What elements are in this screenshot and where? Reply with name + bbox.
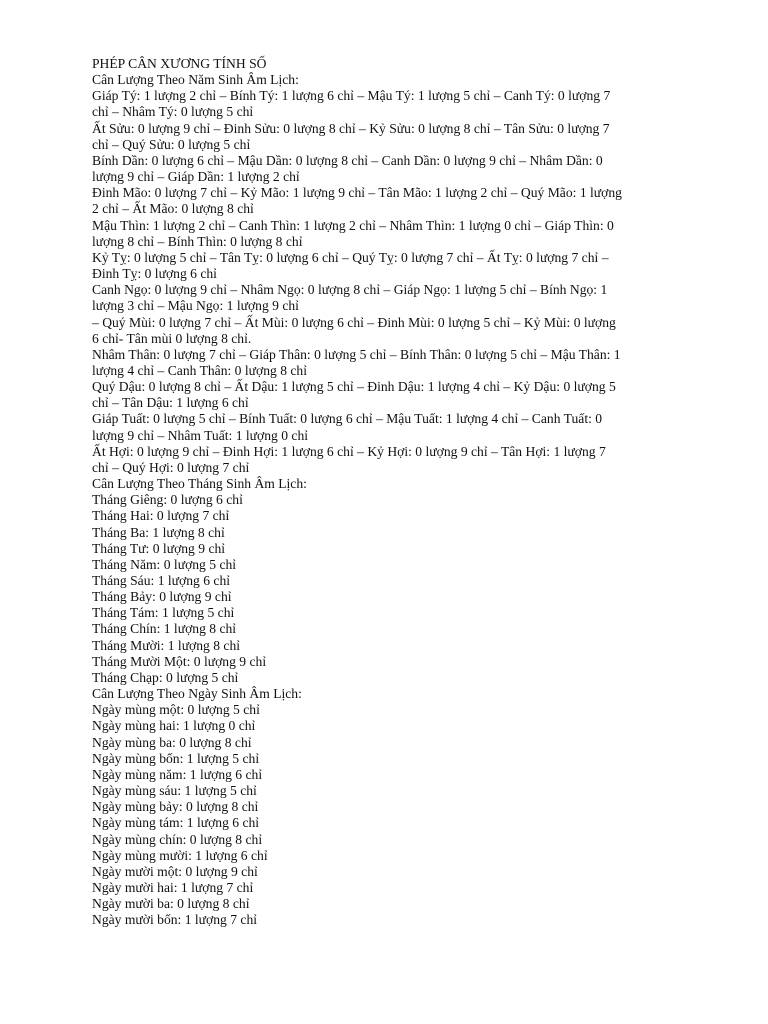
day-entry: Ngày mùng năm: 1 lượng 6 chỉ	[92, 766, 263, 782]
month-entry: Tháng Tám: 1 lượng 5 chỉ	[92, 605, 235, 621]
text-line: Ất Sửu: 0 lượng 9 chỉ – Đinh Sửu: 0 lượng 8 chỉ – Kỷ Sửu: 0 lượng 8 chỉ – Tân Sửu: 0 lượng 7	[92, 120, 610, 136]
text-line: Quý Dậu: 0 lượng 8 chỉ – Ất Dậu: 1 lượng 5 chỉ – Đinh Dậu: 1 lượng 4 chỉ – Kỷ Dậu: 0 lượng 5	[92, 379, 616, 395]
text-line: 2 chỉ – Ất Mão: 0 lượng 8 chỉ	[92, 201, 254, 217]
month-entry: Tháng Chạp: 0 lượng 5 chỉ	[92, 669, 239, 685]
text-line: Đinh Mão: 0 lượng 7 chỉ – Kỷ Mão: 1 lượng 9 chỉ – Tân Mão: 1 lượng 2 chỉ – Quý Mão: 1 lượng	[92, 185, 622, 201]
text-line: lượng 8 chỉ – Bính Thìn: 0 lượng 8 chỉ	[92, 233, 303, 249]
day-entry: Ngày mùng bảy: 0 lượng 8 chỉ	[92, 799, 259, 815]
text-line: chỉ – Nhâm Tý: 0 lượng 5 chỉ	[92, 104, 254, 120]
day-entry: Ngày mùng tám: 1 lượng 6 chỉ	[92, 815, 260, 831]
day-entry: Ngày mười bốn: 1 lượng 7 chỉ	[92, 912, 258, 928]
text-line: Ất Hợi: 0 lượng 9 chỉ – Đinh Hợi: 1 lượng 6 chỉ – Kỷ Hợi: 0 lượng 9 chỉ – Tân Hợi: 1 lượng 7	[92, 443, 606, 459]
text-line: 6 chỉ- Tân mùi 0 lượng 8 chỉ.	[92, 330, 252, 346]
text-line: Đinh Tỵ: 0 lượng 6 chỉ	[92, 266, 217, 282]
text-line: Canh Ngọ: 0 lượng 9 chỉ – Nhâm Ngọ: 0 lượng 8 chỉ – Giáp Ngọ: 1 lượng 5 chỉ – Bính Ngọ: 1	[92, 282, 608, 298]
month-entry: Tháng Ba: 1 lượng 8 chỉ	[92, 524, 225, 540]
day-entry: Ngày mùng ba: 0 lượng 8 chỉ	[92, 734, 252, 750]
text-line: lượng 9 chỉ – Giáp Dần: 1 lượng 2 chỉ	[92, 169, 300, 185]
day-entry: Ngày mùng bốn: 1 lượng 5 chỉ	[92, 750, 260, 766]
day-entry: Ngày mùng mười: 1 lượng 6 chỉ	[92, 847, 268, 863]
text-line: Nhâm Thân: 0 lượng 7 chỉ – Giáp Thân: 0 lượng 5 chỉ – Bính Thân: 0 lượng 5 chỉ – Mậu Thân: 1	[92, 346, 621, 362]
text-line: lượng 4 chỉ – Canh Thân: 0 lượng 8 chỉ	[92, 362, 307, 378]
text-line: lượng 9 chỉ – Nhâm Tuất: 1 lượng 0 chỉ	[92, 427, 309, 443]
section-heading-day: Cân Lượng Theo Ngày Sinh Âm Lịch:	[92, 686, 302, 702]
text-line: Bính Dần: 0 lượng 6 chỉ – Mậu Dần: 0 lượng 8 chỉ – Canh Dần: 0 lượng 9 chỉ – Nhâm Dần: 0	[92, 152, 603, 168]
day-entry: Ngày mười ba: 0 lượng 8 chỉ	[92, 896, 250, 912]
day-entry: Ngày mùng hai: 1 lượng 0 chỉ	[92, 718, 256, 734]
month-entry: Tháng Bảy: 0 lượng 9 chỉ	[92, 589, 232, 605]
text-line: Mậu Thìn: 1 lượng 2 chỉ – Canh Thìn: 1 lượng 2 chỉ – Nhâm Thìn: 1 lượng 0 chỉ – Giáp Thìn: 0	[92, 217, 614, 233]
month-entry: Tháng Chín: 1 lượng 8 chỉ	[92, 621, 237, 637]
text-line: – Quý Mùi: 0 lượng 7 chỉ – Ất Mùi: 0 lượng 6 chỉ – Đinh Mùi: 0 lượng 5 chỉ – Kỷ Mùi: 0 lượng	[92, 314, 616, 330]
section-heading-month: Cân Lượng Theo Tháng Sinh Âm Lịch:	[92, 476, 307, 492]
text-line: chỉ – Quý Sửu: 0 lượng 5 chỉ	[92, 136, 251, 152]
month-entry: Tháng Mười Một: 0 lượng 9 chỉ	[92, 653, 267, 669]
section-heading-year: Cân Lượng Theo Năm Sinh Âm Lịch:	[92, 72, 299, 88]
text-line: Giáp Tuất: 0 lượng 5 chỉ – Bính Tuất: 0 lượng 6 chỉ – Mậu Tuất: 1 lượng 4 chỉ – Canh Tuất: 0	[92, 411, 603, 427]
day-entry: Ngày mùng sáu: 1 lượng 5 chỉ	[92, 783, 257, 799]
month-entry: Tháng Tư: 0 lượng 9 chỉ	[92, 540, 226, 556]
month-entry: Tháng Giêng: 0 lượng 6 chỉ	[92, 492, 243, 508]
text-line: chỉ – Tân Dậu: 1 lượng 6 chỉ	[92, 395, 249, 411]
text-line: Kỷ Tỵ: 0 lượng 5 chỉ – Tân Tỵ: 0 lượng 6 chỉ – Quý Tỵ: 0 lượng 7 chỉ – Ất Tỵ: 0 lượng 7 chỉ –	[92, 249, 609, 265]
day-entry: Ngày mùng chín: 0 lượng 8 chỉ	[92, 831, 263, 847]
day-entry: Ngày mùng một: 0 lượng 5 chỉ	[92, 702, 260, 718]
day-entry: Ngày mười một: 0 lượng 9 chỉ	[92, 863, 258, 879]
document-body	[92, 56, 678, 928]
document-title: PHÉP CÂN XƯƠNG TÍNH SỐ	[92, 56, 267, 71]
text-line: Giáp Tý: 1 lượng 2 chỉ – Bính Tý: 1 lượng 6 chỉ – Mậu Tý: 1 lượng 5 chỉ – Canh Tý: 0 lượng 7	[92, 88, 611, 104]
day-entry: Ngày mười hai: 1 lượng 7 chỉ	[92, 879, 254, 895]
month-entry: Tháng Mười: 1 lượng 8 chỉ	[92, 637, 241, 653]
month-entry: Tháng Hai: 0 lượng 7 chỉ	[92, 508, 230, 524]
month-entry: Tháng Năm: 0 lượng 5 chỉ	[92, 556, 237, 572]
text-line: lượng 3 chỉ – Mậu Ngọ: 1 lượng 9 chỉ	[92, 298, 299, 314]
text-line: chỉ – Quý Hợi: 0 lượng 7 chỉ	[92, 459, 250, 475]
month-entry: Tháng Sáu: 1 lượng 6 chỉ	[92, 573, 231, 588]
